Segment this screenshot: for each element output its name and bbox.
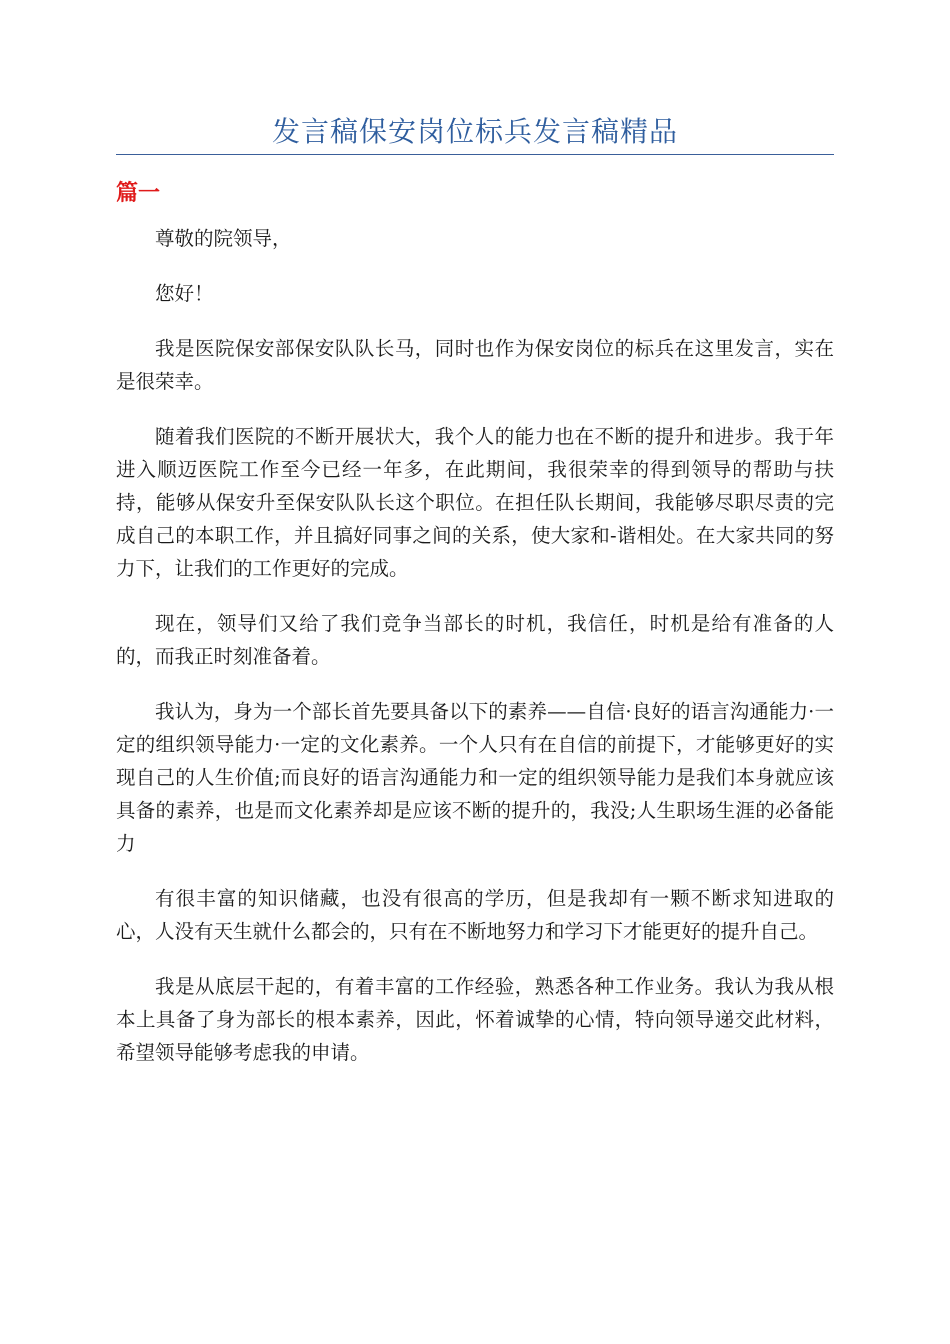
document-body [116,222,834,1091]
paragraph: 我是医院保安部保安队队长马，同时也作为保安岗位的标兵在这里发言，实在是很荣幸。 [116,337,834,393]
paragraph-greeting: 您好！ [155,282,214,305]
paragraph: 我是从底层干起的，有着丰富的工作经验，熟悉各种工作业务。我认为我从根本上具备了身为部长的根本素养，因此，怀着诚挚的心情，特向领导递交此材料，希望领导能够考虑我的申请。 [116,975,834,1064]
document-title: 发言稿保安岗位标兵发言稿精品 [271,115,678,148]
title-underline [116,154,834,155]
section-heading: 篇一 [116,181,161,206]
paragraph-salutation: 尊敬的院领导， [155,227,292,250]
paragraph: 我认为，身为一个部长首先要具备以下的素养——自信·良好的语言沟通能力·一定的组织领导能力·一定的文化素养。一个人只有在自信的前提下，才能够更好的实现自己的人生价值;而良好的语言沟通能力和一定的组织领导能力是我们本身就应该具备的素养，也是而文化素养却是应该不断的提升的，我没;人生职场生涯的必备能力 [116,700,834,855]
paragraph: 随着我们医院的不断开展状大，我个人的能力也在不断的提升和进步。我于年进入顺迈医院工作至今已经一年多，在此期间，我很荣幸的得到领导的帮助与扶持，能够从保安升至保安队队长这个职位。在担任队长期间，我能够尽职尽责的完成自己的本职工作，并且搞好同事之间的关系，使大家和-谐相处。在大家共同的努力下，让我们的工作更好的完成。 [116,425,834,580]
paragraph: 有很丰富的知识储藏，也没有很高的学历，但是我却有一颗不断求知进取的心，人没有天生就什么都会的，只有在不断地努力和学习下才能更好的提升自己。 [116,887,834,943]
paragraph: 现在，领导们又给了我们竞争当部长的时机，我信任，时机是给有准备的人的，而我正时刻准备着。 [116,612,834,668]
